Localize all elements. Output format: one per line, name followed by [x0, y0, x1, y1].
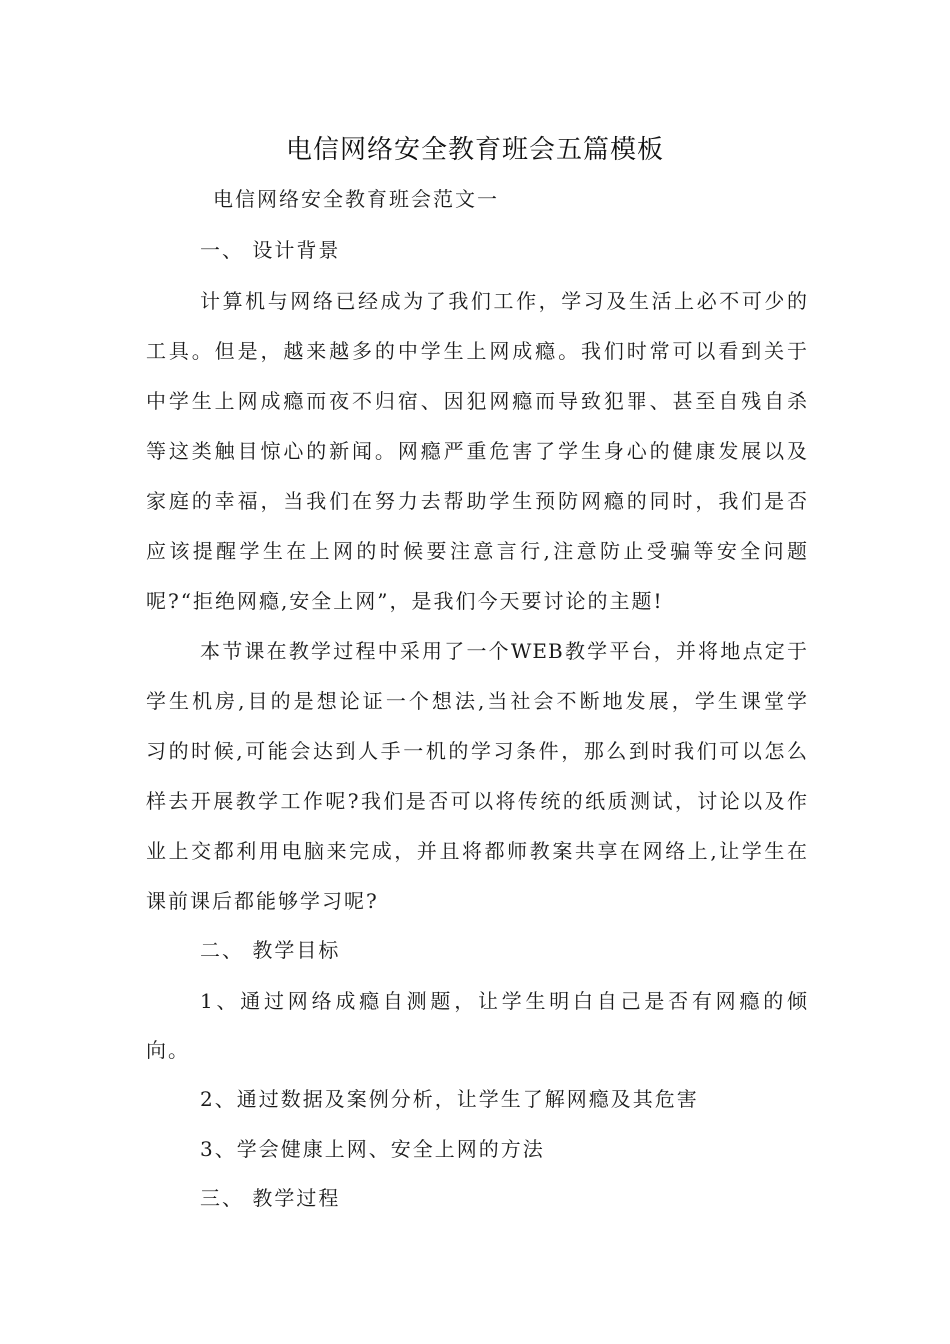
section-heading-background: 一、 设计背景	[200, 238, 341, 262]
paragraph-line: 计算机与网络已经成为了我们工作，学习及生活上必不可少的	[200, 289, 808, 313]
section-heading-goals: 二、 教学目标	[200, 938, 341, 962]
paragraph-line: 样去开展教学工作呢?我们是否可以将传统的纸质测试，讨论以及作	[146, 789, 808, 813]
document-title: 电信网络安全教育班会五篇模板	[285, 135, 664, 165]
document-subtitle: 电信网络安全教育班会范文一	[213, 187, 499, 211]
goal-item: 3、学会健康上网、安全上网的方法	[200, 1137, 545, 1161]
paragraph-line: 学生机房,目的是想论证一个想法,当社会不断地发展，学生课堂学	[146, 689, 808, 713]
goal-item: 1、通过网络成瘾自测题，让学生明白自己是否有网瘾的倾	[200, 989, 808, 1013]
paragraph-line: 工具。但是，越来越多的中学生上网成瘾。我们时常可以看到关于	[146, 339, 808, 363]
goal-item: 2、通过数据及案例分析，让学生了解网瘾及其危害	[200, 1087, 699, 1111]
paragraph-line: 中学生上网成瘾而夜不归宿、因犯网瘾而导致犯罪、甚至自残自杀	[146, 389, 808, 413]
paragraph-line: 本节课在教学过程中采用了一个WEB教学平台，并将地点定于	[200, 639, 808, 663]
paragraph-line: 习的时候,可能会达到人手一机的学习条件，那么到时我们可以怎么	[146, 739, 808, 763]
paragraph-line: 家庭的幸福，当我们在努力去帮助学生预防网瘾的同时，我们是否	[146, 489, 808, 513]
paragraph-line: 等这类触目惊心的新闻。网瘾严重危害了学生身心的健康发展以及	[146, 439, 808, 463]
paragraph-line: 业上交都利用电脑来完成，并且将都师教案共享在网络上,让学生在	[146, 839, 808, 863]
goal-item-continuation: 向。	[146, 1038, 190, 1062]
section-heading-process: 三、 教学过程	[200, 1186, 341, 1210]
paragraph-line: 课前课后都能够学习呢?	[146, 889, 379, 913]
paragraph-line: 应该提醒学生在上网的时候要注意言行,注意防止受骗等安全问题	[146, 539, 808, 563]
paragraph-line: 呢?“拒绝网瘾,安全上网”，是我们今天要讨论的主题!	[146, 589, 664, 613]
